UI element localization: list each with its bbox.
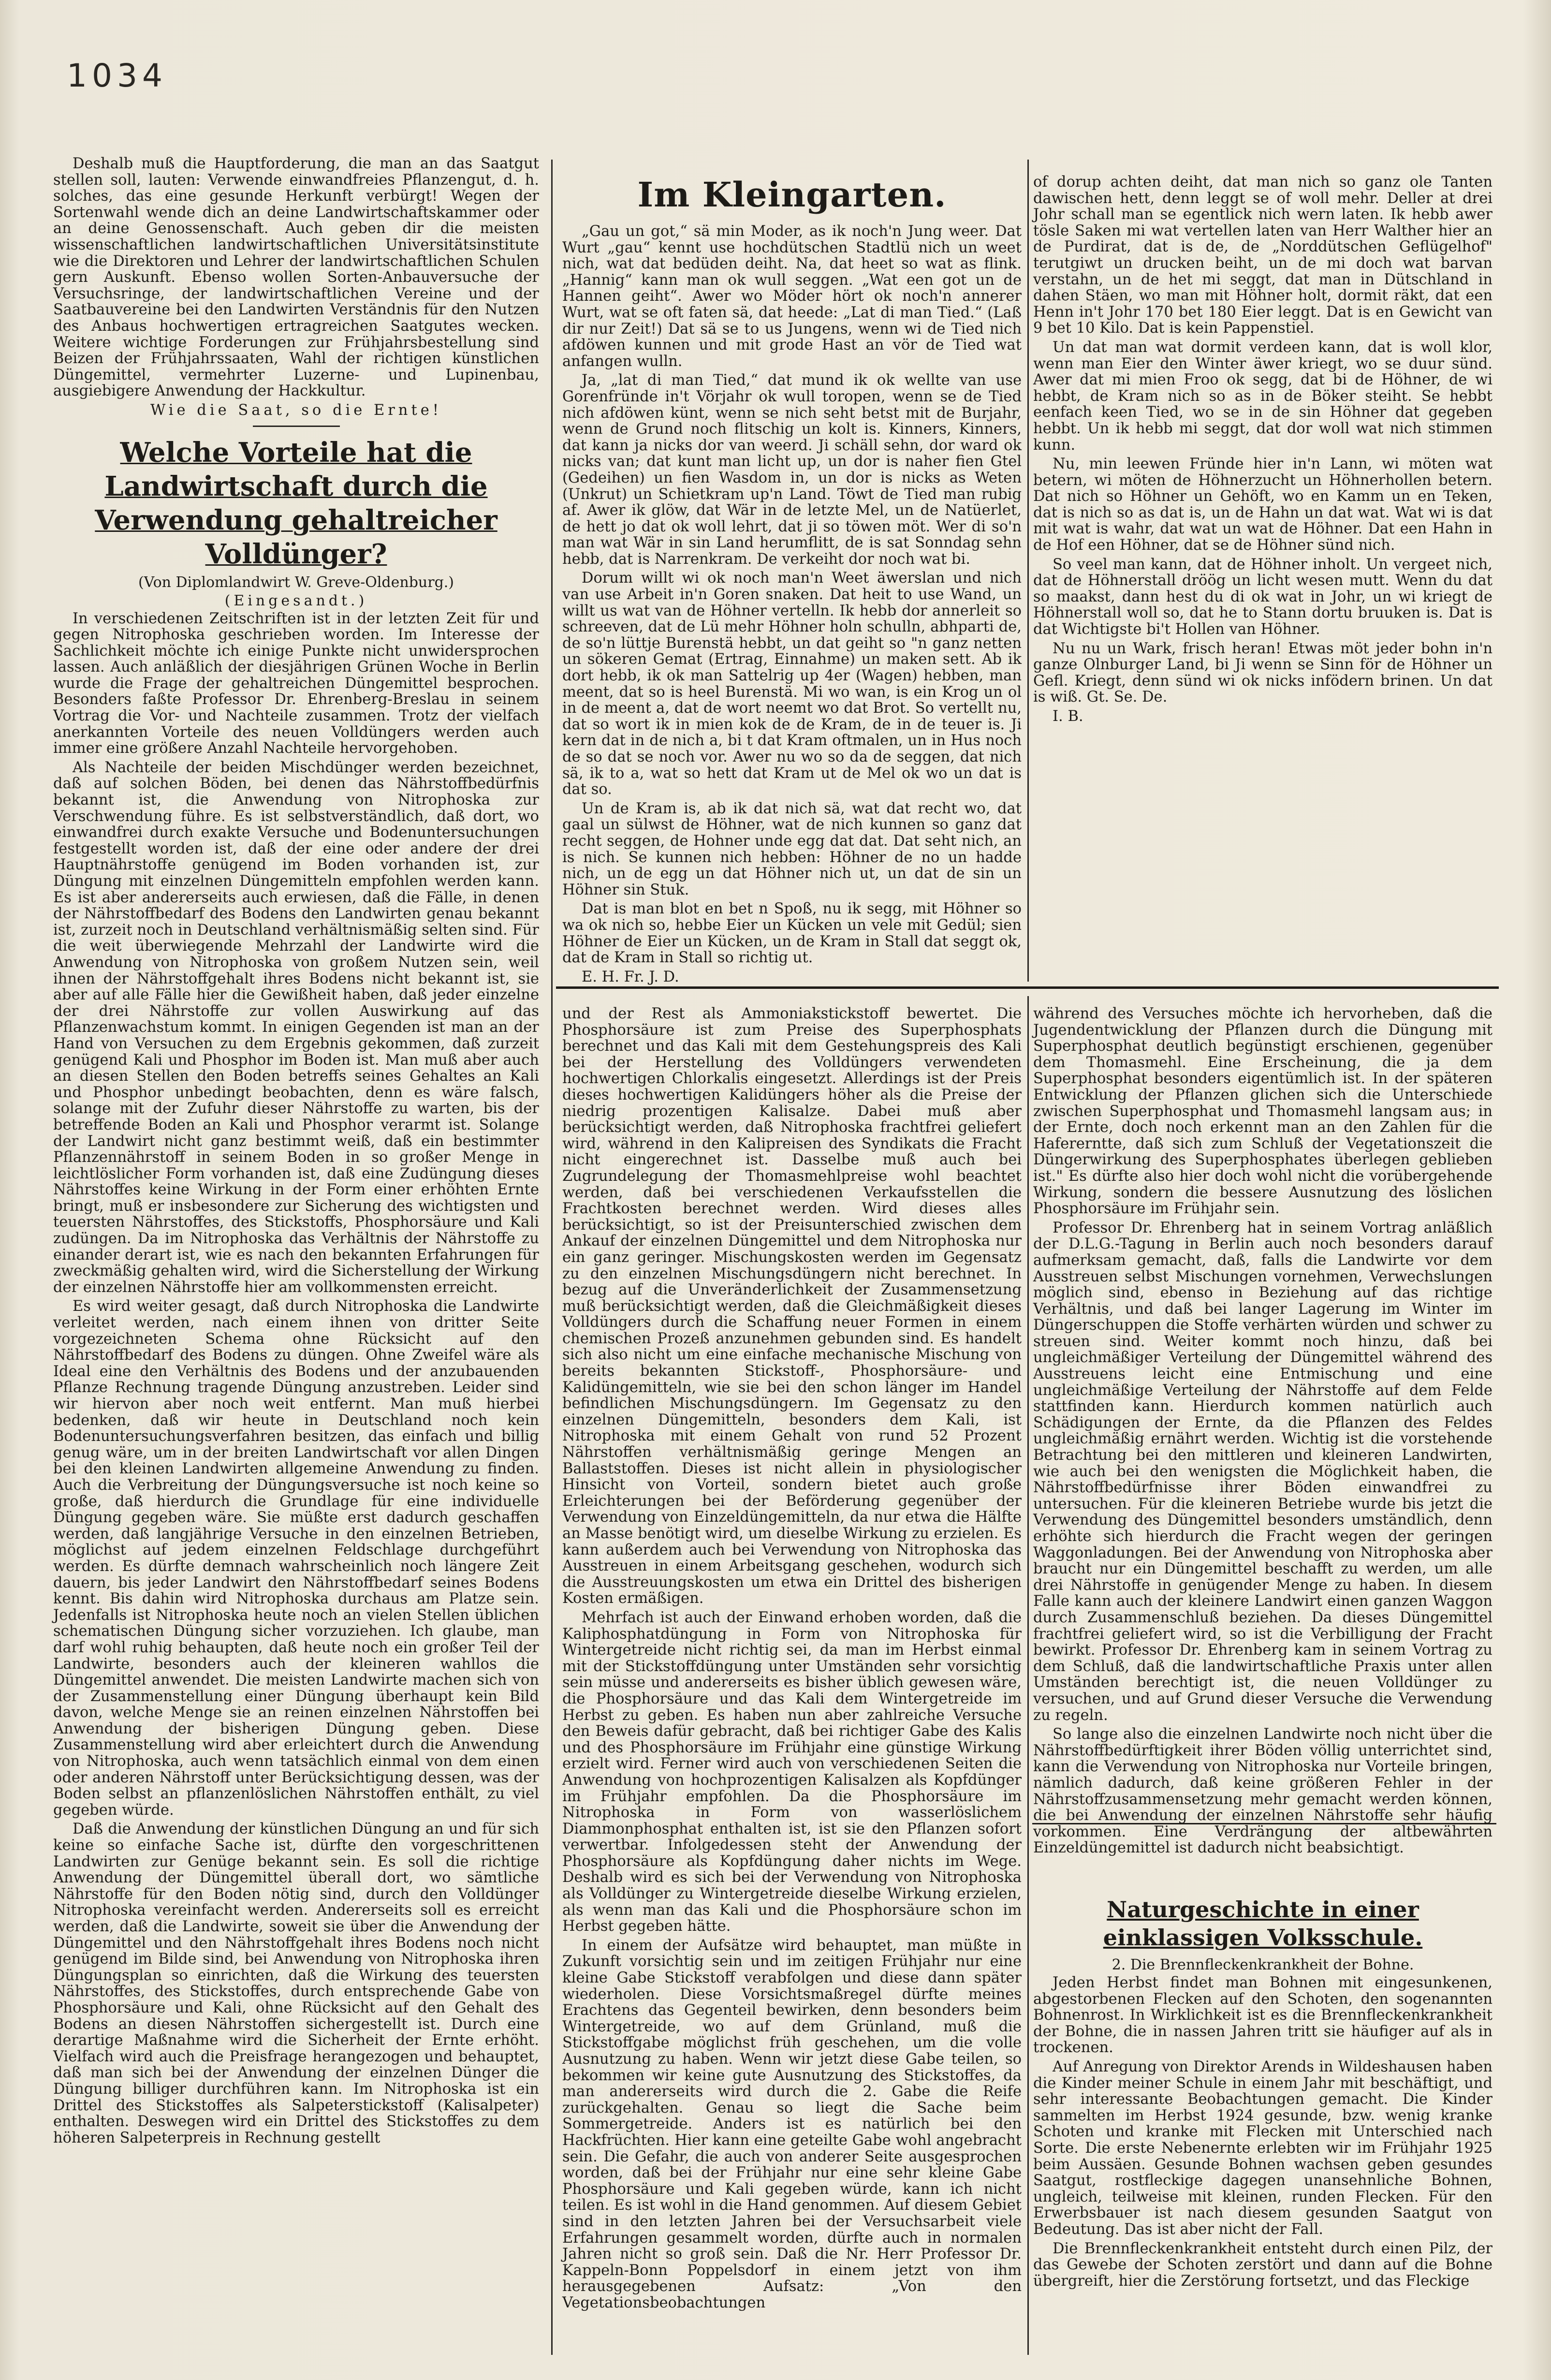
column-rule bbox=[551, 160, 553, 2355]
paragraph: Als Nachteile der beiden Mischdünger werden bezeichnet, daß auf solchen Böden, bei denen das Nährstoffbedürfnis bekannt ist, die Anwendung von Nitrophoska zur Verschwendung führe. Es ist selbstverständlich, daß dort, wo einwandfrei durch exakte Versuche und Bodenuntersuchungen festgestellt worden ist, daß der eine oder andere der drei Hauptnährstoffe genügend im Boden vorhanden ist, zur Düngung mit einzelnen Düngemitteln empfohlen werden kann. Es ist aber andererseits auch erwiesen, daß die Fälle, in denen der Nährstoffbedarf des Bodens den Landwirten genau bekannt ist, zurzeit noch in Deutschland verhältnismäßig selten sind. Für die weit überwiegende Mehrzahl der Landwirte wird die Anwendung von Nitrophoska von großem Nutzen sein, weil ihnen der Nährstoffgehalt ihres Bodens nicht bekannt ist, sie aber auf alle Fälle hier die Gewißheit haben, daß jeder einzelne der drei Nährstoffe zur vollen Auswirkung auf das Pflanzenwachstum kommt. In einigen Gegenden ist man an der Hand von Versuchen zu dem Ergebnis gekommen, daß zurzeit genügend Kali und Phosphor im Boden ist. Man muß aber auch an diesen Stellen den Boden betreffs seines Gehaltes an Kali und Phosphor unbedingt beobachten, denn es wäre falsch, solange mit der Zufuhr dieser Nährstoffe zu warten, bis der betreffende Boden an Kali und Phosphor verarmt ist. Solange der Landwirt nicht ganz bestimmt weiß, daß ein bestimmter Pflanzennährstoff in seinem Boden in so großer Menge in leichtlöslicher Form vorhanden ist, daß eine Zudüngung dieses Nährstoffes keine Wirkung in der Form einer erhöhten Ernte bringt, muß er insbesondere zur Sicherung des wichtigsten und teuersten Nährstoffes, des Stickstoffs, Phosphorsäure und Kali zudüngen. Da im Nitrophoska das Verhältnis der Nährstoffe zu einander derart ist, wie es nach den bekannten Erfahrungen für zweckmäßig gehalten wird, wird die Sicherstellung der Wirkung der einzelnen Nährstoffe hier am vollkommensten erreicht. bbox=[53, 759, 539, 1296]
column-right-naturgeschichte bbox=[1033, 1891, 1492, 2369]
paragraph: Es wird weiter gesagt, daß durch Nitrophoska die Landwirte verleitet werden, nach einem ihnen von dritter Seite vorgezeichneten Schema ohne Rücksicht auf den Nährstoffbedarf des Bodens zu düngen. Ohne Zweifel wäre als Ideal eine den Verhältnis des Bodens und der anzubauenden Pflanze Rechnung tragende Düngung anzustreben. Leider sind wir hiervon aber noch weit entfernt. Man muß hierbei bedenken, daß wir heute in Deutschland noch kein Bodenuntersuchungsverfahren besitzen, das einfach und billig genug wäre, um in der breiten Landwirtschaft vor allen Dingen bei den kleinen Landwirten allgemeine Anwendung zu finden. Auch die Verbreitung der Düngungsversuche ist noch keine so große, daß hierdurch die Grundlage für eine individuelle Düngung gegeben wäre. Sie müßte erst dadurch geschaffen werden, daß langjährige Versuche in den einzelnen Betrieben, möglichst auf jedem einzelnen Feldschlage durchgeführt werden. Es dürfte demnach wahrscheinlich noch längere Zeit dauern, bis jeder Landwirt den Nährstoffbedarf seines Bodens kennt. Bis dahin wird Nitrophoska durchaus am Platze sein. Jedenfalls ist Nitrophoska heute noch an vielen Stellen üblichen schematischen Düngung sicher vorzuziehen. Ich glaube, man darf wohl ruhig behaupten, daß heute noch ein großer Teil der Landwirte, besonders auch der kleineren wahllos die Düngemittel anwendet. Die meisten Landwirte machen sich von der Zusammenstellung einer Düngung überhaupt kein Bild davon, welche Menge sie an reinen einzelnen Nährstoffen bei Anwendung der bisherigen Düngung geben. Diese Zusammenstellung wird aber erleichtert durch die Anwendung von Nitrophoska, auch wenn tatsächlich einmal von dem einen oder anderen Nährstoff unter Berücksichtigung dessen, was der Boden selbst an pflanzenlöslichen Nährstoffen enthält, zu viel gegeben würde. bbox=[53, 1298, 539, 1819]
section-divider bbox=[556, 986, 1499, 989]
signature: E. H. Fr. J. D. bbox=[582, 968, 679, 985]
article-subtitle: 2. Die Brennfleckenkrankheit der Bohne. bbox=[1112, 1956, 1414, 1973]
paragraph: Daß die Anwendung der künstlichen Düngung an und für sich keine so einfache Sache ist, dürfte den vorgeschrittenen Landwirten zur Genüge bekannt sein. Es soll die richtige Anwendung der Düngemittel überall dort, wo sämtliche Nährstoffe für den Boden nötig sind, durch den Volldünger Nitrophoska vereinfacht werden. Andererseits soll es erreicht werden, daß die Landwirte, soweit sie über die Anwendung der Düngemittel und den Nährstoffgehalt ihres Bodens noch nicht genügend im Bilde sind, bei Anwendung von Nitrophoska ihren Düngungsplan so einrichten, daß die Wirkung des teuersten Nährstoffes, des Stickstoffes, durch entsprechende Gabe von Phosphorsäure und Kali, ohne Rücksicht auf den Gehalt des Bodens an diesen Nährstoffen sichergestellt ist. Durch eine derartige Maßnahme wird die Sicherheit der Ernte erhöht. Vielfach wird auch die Preisfrage herangezogen und behauptet, daß man sich bei der Anwendung der einzelnen Dünger die Düngung billiger durchführen kann. Im Nitrophoska ist ein Drittel des Stickstoffes als Salpeterstickstoff (Kalisalpeter) enthalten. Deswegen wird ein Drittel des Stickstoffes zu dem höheren Salpeterpreis in Rechnung gestellt bbox=[53, 1821, 539, 2146]
paragraph: und der Rest als Ammoniakstickstoff bewertet. Die Phosphorsäure ist zum Preise des Superphosphats berechnet und das Kali mit dem Gestehungspreis des Kali bei der Herstellung des Volldüngers verwendeten hochwertigen Chlorkalis eingesetzt. Allerdings ist der Preis dieses hochwertigen Kalidüngers höher als die Preise der niedrig prozentigen Kalisalze. Dabei muß aber berücksichtigt werden, daß Nitrophoska frachtfrei geliefert wird, während in den Kalipreisen des Syndikats die Fracht nicht eingerechnet ist. Dasselbe muß auch bei Zugrundelegung der Thomasmehlpreise wohl beachtet werden, daß bei verschiedenen Verkaufsstellen die Frachtkosten berechnet werden. Wird dieses alles berücksichtigt, so ist der Preisunterschied zwischen dem Ankauf der einzelnen Düngemittel und dem Nitrophoska nur ein ganz geringer. Mischungskosten werden im Gegensatz zu den einzelnen Mischungsdüngern nicht berechnet. In bezug auf die Unveränderlichkeit der Zusammensetzung muß berücksichtigt werden, daß die Gleichmäßigkeit dieses Volldüngers durch die Schaffung neuer Formen in einem chemischen Prozeß anzunehmen gebunden sind. Es handelt sich also nicht um eine einfache mechanische Mischung von bereits bekannten Stickstoff-, Phosphorsäure- und Kalidüngemitteln, wie sie bei den schon länger im Handel befindlichen Mischungsdüngern. Im Gegensatz zu den einzelnen Düngemitteln, besonders dem Kali, ist Nitrophoska mit einem Gehalt von rund 52 Prozent Nährstoffen verhältnismäßig geringe Mengen an Ballaststoffen. Dieses ist nicht allein in physiologischer Hinsicht von Vorteil, sondern bietet auch große Erleichterungen bei der Beförderung gegenüber der Verwendung von Einzeldüngemitteln, da nur etwa die Hälfte an Masse benötigt wird, um dieselbe Wirkung zu erzielen. Es kann außerdem auch bei Verwendung von Nitrophoska das Ausstreuen in einem Arbeitsgang geschehen, wodurch sich die Ausstreuungskosten um etwa ein Drittel des bisherigen Kosten ermäßigen. bbox=[562, 1005, 1022, 1607]
paragraph: Nu nu un Wark, frisch heran! Etwas möt jeder bohn in'n ganze Olnburger Land, bi Ji wenn se Sinn för de Höhner un Gefl. Kriegt, denn sünd wi ok nicks infödern brinen. Un dat is wiß. Gt. Se. De. bbox=[1033, 640, 1492, 706]
column-right-top bbox=[1033, 174, 1492, 972]
motto: Wie die Saat, so die Ernte! bbox=[150, 401, 442, 419]
article-title-naturgeschichte: Naturgeschichte in einer einklassigen Volksschule. bbox=[1103, 1896, 1423, 1951]
byline: (Von Diplomlandwirt W. Greve-Oldenburg.) bbox=[138, 573, 454, 591]
paragraph: In verschiedenen Zeitschriften ist in der letzten Zeit für und gegen Nitrophoska geschrieben worden. Im Interesse der Sachlichkeit möchte ich einige Punkte nicht unwidersprochen lassen. Auch anläßlich der diesjährigen Grünen Woche in Berlin wurde die Frage der gehaltreichen Düngemittel besprochen. Besonders faßte Professor Dr. Ehrenberg-Breslau in seinem Vortrag die Vor- und Nachteile zusammen. Trotz der vielfach anerkannten Vorteile des neuen Volldüngers werden auch immer eine größere Anzahl Nachteile hervorgehoben. bbox=[53, 610, 539, 757]
paragraph: Ja, „lat di man Tied,“ dat mund ik ok wellte van use Gorenfründe in't Vörjahr ok wull toropen, wenn se de Tied nich afdöwen künt, wenn se nich seht betst mit de Burjahr, wenn de Grund noch flitschig un kolt is. Kinners, Kinners, dat kann ja nicks dor van weerd. Ji schäll sehn, dor ward ok nicks van; dat kunt man licht up, un dor is naher fien Gtel (Gedeihen) un fien Wasdom in, un dor is nicks as Weten (Unkrut) un Schietkram up'n Land. Töwt de Tied man rubig af. Awer ik glöw, dat Wär in de letzte Mel, un de Natüerlet, de hett jo dat ok woll lehrt, dat ji so töwen möt. Wer di so'n man wat Wär in sin Land herumflitt, de is sat Sonndag sehn hebb, dat is Narrenkram. De verkeiht dor noch wat bi. bbox=[562, 372, 1022, 568]
signature: I. B. bbox=[1053, 708, 1083, 725]
column-middle-bottom bbox=[562, 1006, 1022, 2360]
column-right-bottom bbox=[1033, 1005, 1492, 1857]
paragraph: In einem der Aufsätze wird behauptet, man müßte in Zukunft vorsichtig sein und im zeitigen Frühjahr nur eine kleine Gabe Stickstoff verabfolgen und diese dann später wiederholen. Diese Vorsichtsmaßregel dürfte meines Erachtens das Gegenteil bewirken, denn besonders beim Wintergetreide, wo auf dem Grünland, muß die Stickstoffgabe möglichst früh geschehen, um die volle Ausnutzung zu haben. Wenn wir jetzt diese Gabe teilen, so bekommen wir keine gute Ausnutzung des Stickstoffes, da man andererseits wird durch die 2. Gabe die Reife zurückgehalten. Genau so liegt die Sache beim Sommergetreide. Anders ist es natürlich bei den Hackfrüchten. Hier kann eine geteilte Gabe wohl angebracht sein. Die Gefahr, die auch von anderer Seite ausgesprochen worden, daß bei der Frühjahr nur eine sehr kleine Gabe Phosphorsäure und Kali gegeben würde, kann ich nicht teilen. Es ist wohl in die Hand genommen. Auf diesem Gebiet sind in den letzten Jahren bei der Versuchsarbeit viele Erfahrungen gesammelt worden, dürfte auch in normalen Jahren nicht so groß sein. Daß die Nr. Herr Professor Dr. Kappeln-Bonn Poppelsdorf in einem jetzt von ihm herausgegebenen Aufsatz: „Von den Vegetationsbeobachtungen bbox=[562, 1937, 1022, 2311]
article-title-kleingarten: Im Kleingarten. bbox=[637, 175, 947, 215]
column-rule bbox=[1027, 996, 1029, 2355]
paragraph: Dat is man blot en bet n Spoß, nu ik segg, mit Höhner so wa ok nich so, hebbe Eier un Kücken un vele mit Gedül; sien Höhner de Eier un Kücken, un de Kram in Stall dat seggt ok, dat de Kram in Stall so richtig ut. bbox=[562, 900, 1022, 967]
article-title-fertilizer: Welche Vorteile hat die Landwirtschaft durch die Verwendung gehaltreicher Volldünger? bbox=[95, 436, 497, 570]
column-middle-top bbox=[562, 174, 1022, 985]
intro-paragraph: Deshalb muß die Hauptforderung, die man an das Saatgut stellen soll, lauten: Verwende einwandfreies Pflanzengut, d. h. solches, das eine gesunde Herkunft verbürgt! Wegen der Sortenwahl wende dich an deine Landwirtschaftskammer oder an deine Genossenschaft. Auch geben dir die meisten wissenschaftlichen landwirtschaftlichen Universitätsinstitute wie die Direktoren und Lehrer der landwirtschaftlichen Schulen gern Auskunft. Ebenso wollen Sorten-Anbauversuche der Versuchsringe, der landwirtschaftlichen Vereine und der Saatbauvereine bei den Landwirten Verständnis für den Nutzen des Anbaus hochwertigen ertragreichen Saatgutes wecken. Weitere wichtige Forderungen zur Frühjahrsbestellung sind Beizen der Frühjahrssaaten, Wahl der richtigen künstlichen Düngemittel, vermehrter Luzerne- und Lupinenbau, ausgiebigere Anwendung der Hackkultur. bbox=[53, 155, 539, 400]
paragraph: So lange also die einzelnen Landwirte noch nicht über die Nährstoffbedürftigkeit ihrer Böden völlig unterrichtet sind, kann die Verwendung von Nitrophoska nur Vorteile bringen, nämlich dadurch, daß keine größeren Fehler in der Nährstoffzusammensetzung mehr gemacht werden können, die bei Anwendung der einzelnen Nährstoffe sehr häufig vorkommen. Eine Verdrängung der altbewährten Einzeldüngemittel ist dadurch nicht beabsichtigt. bbox=[1033, 1726, 1492, 1857]
paragraph: Die Brennfleckenkrankheit entsteht durch einen Pilz, der das Gewebe der Schoten zerstört und dann auf die Bohne übergreift, hier die Zerstörung fortsetzt, und das Fleckige bbox=[1033, 2240, 1492, 2290]
column-left bbox=[53, 156, 539, 2356]
paragraph: während des Versuches möchte ich hervorheben, daß die Jugendentwicklung der Pflanzen durch die Düngung mit Superphosphat deutlich begünstigt erschienen, gegenüber dem Thomasmehl. Eine Erscheinung, die ja dem Superphosphat besonders eigentümlich ist. In der späteren Entwicklung der Pflanzen glichen sich die Unterschiede zwischen Superphosphat und Thomasmehl langsam aus; in der Ernte, doch noch erkennt man an den Zahlen für die Hafererntte, daß sich zum Schluß der Vegetationszeit die Düngerwirkung des Superphosphates überlegen geblieben ist." Es dürfte also hier doch wohl nicht die vorübergehende Wirkung, sondern die bessere Ausnutzung des löslichen Phosphorsäure im Frühjahr sein. bbox=[1033, 1005, 1492, 1218]
paragraph: So veel man kann, dat de Höhner inholt. Un vergeet nich, dat de Höhnerstall dröög un licht wesen mutt. Wenn du dat so maakst, dann hest du di ok wat in Johr, un wi kriegt de Höhnerstall woll so, dat he to Stann dortu bruuken is. Dat is dat Wichtigste bi't Hollen van Höhner. bbox=[1033, 556, 1492, 638]
paragraph: Jeden Herbst findet man Bohnen mit eingesunkenen, abgestorbenen Flecken auf den Schoten, den sogenannten Bohnenrost. In Wirklichkeit ist es die Brennfleckenkrankheit der Bohne, die in nassen Jahren tritt sie häufiger auf als in trockenen. bbox=[1033, 1974, 1492, 2057]
paragraph: Dorum willt wi ok noch man'n Weet äwerslan und nich van use Arbeit in'n Goren snaken. Dat heit to use Wand, un willt us wat van de Höhner vertelln. Ik hebb dor annerleit so schreeven, dat de Lü mehr Höhner holn schulln, abhparti de, de so'n lüttje Burenstä hebbt, un dat geiht so "n ganz netten un sökeren Gemat (Ertrag, Einnahme) un maken sett. Ab ik dort hebb, ik ok man Sattelrig up 4er (Wagen) hebben, man meent, dat so is heel Burenstä. Mi wo wan, is ein Krog un ol in de meent a, dat de wort neemt wo dat Brot. So vertellt nu, dat so wort ik in mien kok de de Kram, de in de teuer is. Ji kern dat in de nich a, bi t dat Kram oftmalen, un in Hus noch de so dat se noch vor. Awer nu wo so da de seggen, dat nich sä, ik to a, wat so hett dat Kram ut de Mel ok wo un dat is dat so. bbox=[562, 570, 1022, 798]
paragraph: „Gau un got,“ sä min Moder, as ik noch'n Jung weer. Dat Wurt „gau“ kennt use hochdütschen Stadtlü nich un weet nich, wat dat bedüden deiht. Na, dat heet so wat as flink. „Hannig“ kann man ok wull seggen. „Wat een got un de Hannen geiht“. Awer wo Möder hört ok noch'n annerer Wurt, wat se oft faten sä, dat heede: „Lat di man Tied.“ (Laß dir nur Zeit!) Dat sä se to us Jungens, wenn wi de Tied nich afdöwen kunnen und mit grode Hast an vör de Tied wat anfangen wulln. bbox=[562, 223, 1022, 370]
column-rule bbox=[1027, 160, 1029, 982]
paragraph: Un dat man wat dormit verdeen kann, dat is woll klor, wenn man Eier den Winter äwer kriegt, wo se duur sünd. Awer dat mi mien Froo ok segg, dat bi de Höhner, de wi hebbt, de Kram nich so as in de Böker steiht. Se hebbt eenfach keen Tied, wo se in de sin Höhner dat gegeben hebbt. Un ik hebb mi seggt, dat dor woll wat nich stimmen kunn. bbox=[1033, 338, 1492, 454]
paragraph: of dorup achten deiht, dat man nich so ganz ole Tanten dawischen hett, denn leggt se of woll mehr. Deller at drei Johr schall man se egentlick nich wern laten. Ik hebb awer tösle Saken mi wat vertellen laten van Herr Walther hier an de Purdirat, dat is de, de „Norddütschen Geflügelhof" terutgiwt un drucken beiht, un de mi doch wat barvan verstahn, un de het mi seggt, dat man in Dütschland in dahen Stäen, wo man mit Höhner holt, dormit räkt, dat een Henn in't Johr 170 bet 180 Eier leggt. Dat is en Gewicht van 9 bet 10 Kilo. Dat is kein Pappenstiel. bbox=[1033, 174, 1492, 337]
paragraph: Professor Dr. Ehrenberg hat in seinem Vortrag anläßlich der D.L.G.-Tagung in Berlin auch noch besonders darauf aufmerksam gemacht, daß, falls die Landwirte vor dem Ausstreuen selbst Mischungen vornehmen, Verwechslungen möglich sind, ebenso in Beziehung auf das richtige Verhältnis, und daß bei langer Lagerung im Winter im Düngerschuppen die Stoffe verhärten würden und schwer zu streuen sind. Weiter kommt noch hinzu, daß bei ungleichmäßiger Verteilung der Düngemittel während des Ausstreuens leicht eine Entmischung und eine ungleichmäßige Verteilung der Nährstoffe auf dem Felde stattfinden kann. Hierdurch kommen natürlich auch Schädigungen der Ernte, da die Pflanzen des Feldes ungleichmäßig ernährt werden. Wichtig ist die vorstehende Betrachtung bei den mittleren und kleineren Landwirten, wie auch bei den wenigsten die Möglichkeit haben, die Nährstoffbedürfnisse ihrer Böden einwandfrei zu untersuchen. Für die kleineren Betriebe wurde bis jetzt die Verwendung des Düngemittel besonders umständlich, denn erhöhte sich hierdurch die Fracht wegen der geringen Waggonladungen. Bei der Anwendung von Nitrophoska aber braucht nur ein Düngemittel beschafft zu werden, um alle drei Nährstoffe in genügender Menge zu haben. In diesem Falle kann auch der kleinere Landwirt einen ganzen Waggon durch Zusammenschluß beziehen. Da dieses Düngemittel frachtfrei geliefert wird, so ist die Verbilligung der Fracht bewirkt. Professor Dr. Ehrenberg kam in seinem Vortrag zu dem Schluß, daß die landwirtschaftliche Praxis unter allen Umständen berechtigt ist, die neuen Volldünger zu versuchen, und auf Grund dieser Versuche die Verwendung zu regeln. bbox=[1033, 1219, 1492, 1724]
paragraph: Auf Anregung von Direktor Arends in Wildeshausen haben die Kinder meiner Schule in einem Jahr mit beschäftigt, und sehr interessante Beobachtungen gemacht. Die Kinder sammelten im Herbst 1924 gesunde, bzw. wenig kranke Schoten und kranke mit Flecken mit Unterschied nach Sorte. Die erste Nebenernte erlebten wir im Frühjahr 1925 beim Aussäen. Gesunde Bohnen wachsen geben gesundes Saatgut, rostfleckige dagegen unansehnliche Bohnen, ungleich, teilweise mit kleinen, runden Flecken. Für den Erwerbsbauer ist nach diesem gesunden Saatgut von Bedeutung. Das ist aber nicht der Fall. bbox=[1033, 2058, 1492, 2238]
paragraph: Nu, min leewen Fründe hier in'n Lann, wi möten wat betern, wi möten de Höhnerzucht un Höhnerhollen betern. Dat nich so Höhner un Gehöft, wo en Kamm un en Teken, dat is nich so as dat is, un de Hahn un dat wat. Wat wi is dat mit wat is wahr, dat wat un wat de Höhner. Dat een Hahn in de Hof een Höhner, dat se de Höhner sünd nich. bbox=[1033, 455, 1492, 554]
paragraph: Mehrfach ist auch der Einwand erhoben worden, daß die Kaliphosphatdüngung in Form von Nitrophoska für Wintergetreide nicht richtig sei, da man im Herbst einmal mit der Stickstoffdüngung unter Umständen sehr vorsichtig sein müsse und andererseits es bisher üblich gewesen wäre, die Phosphorsäure und das Kali dem Wintergetreide im Herbst zu geben. Es haben nun aber zahlreiche Versuche den Beweis dafür gebracht, daß bei richtiger Gabe des Kalis und des Phosphorsäure im Frühjahr eine günstige Wirkung erzielt wird. Ferner wird auch von verschiedenen Seiten die Anwendung von hochprozentigen Kalisalzen als Kopfdünger im Frühjahr empfohlen. Da die Phosphorsäure im Nitrophoska in Form von wasserlöslichem Diammonphosphat enthalten ist, ist sie den Pflanzen sofort verwertbar. Infolgedessen steht der Anwendung der Phosphorsäure als Kopfdüngung daher nichts im Wege. Deshalb wird es sich bei der Verwendung von Nitrophoska als Volldünger zu Wintergetreide dieselbe Wirkung erzielen, als wenn man das Kali und die Phosphorsäure schon im Herbst gegeben hätte. bbox=[562, 1609, 1022, 1935]
eingesandt-label: (Eingesandt.) bbox=[224, 592, 368, 609]
paragraph: Un de Kram is, ab ik dat nich sä, wat dat recht wo, dat gaal un sülwst de Höhner, wat de nich kunnen so ganz dat recht seggen, de Hohner unde egg dat dat. Dat seht nich, an is nich. Se kunnen nich hebben: Höhner de no un hadde nich, un de egg un dat Höhner nich ut, un dat de sin un Höhner sin Stuk. bbox=[562, 800, 1022, 898]
page-number: 1034 bbox=[67, 57, 167, 94]
divider bbox=[253, 426, 340, 427]
